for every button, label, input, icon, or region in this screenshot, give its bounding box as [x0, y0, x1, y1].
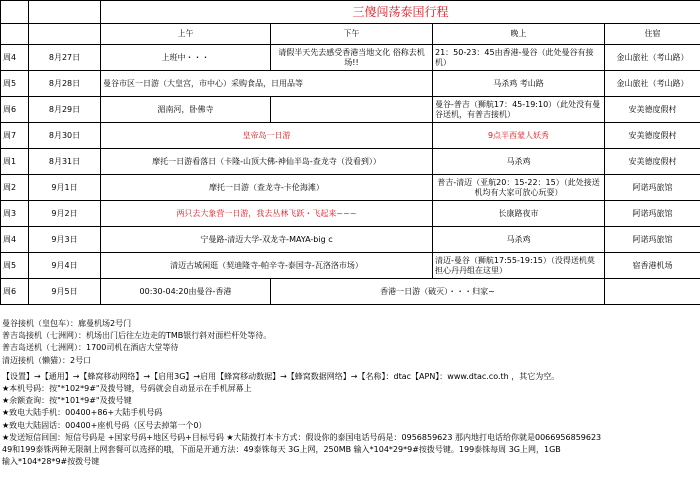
stay-cell: 宿香港机场 — [605, 253, 700, 279]
sim-note: ★余额查询：按"*101*9#"及拨号键 — [2, 396, 132, 406]
date-cell: 9月5日 — [29, 279, 101, 305]
day-activity-cell: 清迈古城闲逛（契迪隆寺-帕辛寺-泰国寺-瓦洛洛市场） — [101, 253, 433, 279]
date-cell: 9月3日 — [29, 227, 101, 253]
evening-cell: 马杀鸡 — [433, 227, 605, 253]
table-row — [1, 71, 700, 97]
sim-note: ★本机号码：按"*102*9#"及拨号键，号码就会自动显示在手机屏幕上 — [2, 384, 252, 394]
date-cell: 8月28日 — [29, 71, 101, 97]
evening-cell: 普吉-清迈（亚航20：15-22：15）（此处接送机均有大家可放心玩耍） — [433, 175, 605, 201]
table-row — [1, 279, 700, 305]
itinerary-title: 三傻闯荡泰国行程 — [101, 1, 700, 24]
morning-cell: 湄南河，卧佛寺 — [101, 97, 271, 123]
table-row — [1, 253, 700, 279]
date-cell: 9月2日 — [29, 201, 101, 227]
stay-cell: 金山旅社（考山路） — [605, 71, 700, 97]
evening-cell: 马杀鸡 考山路 — [433, 71, 605, 97]
weekday-cell: 周3 — [1, 201, 29, 227]
weekday-cell: 周6 — [1, 279, 29, 305]
sim-note: ★发送短信回国：短信号码是 +国家号码+地区号码+目标号码 ★大陆拨打本卡方式：假设你的泰国电话号码是：0956859623 那内地打电话给你就是0066956859623 — [2, 432, 602, 442]
evening-cell: 9点半西蒙人妖秀 — [433, 123, 605, 149]
sim-note: ★致电大陆固话：00400+座机号码（区号去掉第一个0） — [2, 420, 207, 430]
table-row — [1, 201, 700, 227]
sim-note: 【设置】→【通用】→【蜂窝移动网络】→【启用3G】→启用【蜂窝移动数据】→【蜂窝数据网络】→【名称】：dtac【APN】：www.dtac.co.th ，其它为空。 — [2, 371, 560, 381]
date-cell: 8月30日 — [29, 123, 101, 149]
afternoon-evening-cell: 香港一日游（破灭）・・・归家~ — [271, 279, 605, 305]
weekday-cell: 周5 — [1, 253, 29, 279]
day-activity-cell: 皇帝岛一日游 — [101, 123, 433, 149]
transfer-note: 曼谷接机（皇包车）：廊曼机场2号门 — [2, 319, 132, 328]
date-cell: 9月4日 — [29, 253, 101, 279]
day-activity-cell: 宁曼路-清迈大学-双龙寺-MAYA-big c — [101, 227, 433, 253]
morning-cell: 上班中・・・ — [101, 45, 271, 71]
stay-cell: 安美德度假村 — [605, 97, 700, 123]
sim-note: ★致电大陆手机：00400+86+大陆手机号码 — [2, 408, 163, 418]
sim-note: 输入*104*28*9#按拨号键 — [2, 457, 100, 467]
notes-section — [2, 318, 698, 468]
table-row — [1, 175, 700, 201]
date-cell: 9月1日 — [29, 175, 101, 201]
sim-note: 49和199泰铢两种无限制上网套餐可以选择的哦，下面是开通方法：49泰铢每天 3G上网，250MB 输入*104*29*9#按拨号键。199泰铢每周 3G上网，1GB — [2, 445, 561, 455]
table-row — [1, 45, 700, 71]
table-row — [1, 149, 700, 175]
weekday-cell: 周7 — [1, 123, 29, 149]
stay-cell: 阿诺玛旅馆 — [605, 227, 700, 253]
afternoon-cell: 请假半天先去感受香港当地文化 俗称去机场!! — [271, 45, 433, 71]
weekday-cell: 周4 — [1, 227, 29, 253]
weekday-cell: 周6 — [1, 97, 29, 123]
header-evening: 晚上 — [433, 24, 605, 45]
day-activity-cell: 曼谷市区一日游（大皇宫，市中心）采购食品，日用品等 — [101, 71, 433, 97]
transfer-note: 普吉岛送机（七洲网）：1700司机在酒店大堂等待 — [2, 343, 179, 353]
stay-cell — [605, 279, 700, 305]
table-row — [1, 97, 700, 123]
weekday-cell: 周1 — [1, 149, 29, 175]
day-activity-cell: 摩托一日游看落日（卡隆-山顶大佛-神仙半岛-查龙寺（没看到）） — [101, 149, 433, 175]
evening-cell: 马杀鸡 — [433, 149, 605, 175]
evening-cell: 清迈-曼谷（狮航17:55-19:15）（没得送机莫担心丹丹组在这里） — [433, 253, 605, 279]
evening-cell: 长康路夜市 — [433, 201, 605, 227]
day-activity-cell: 两只去大象营一日游，我去丛林飞跃・飞起来~~~ — [101, 201, 433, 227]
stay-cell: 阿诺玛旅馆 — [605, 201, 700, 227]
stay-cell: 金山旅社（考山路） — [605, 45, 700, 71]
stay-cell: 阿诺玛旅馆 — [605, 175, 700, 201]
stay-cell: 安美德度假村 — [605, 149, 700, 175]
date-cell: 8月31日 — [29, 149, 101, 175]
afternoon-cell — [271, 97, 433, 123]
date-cell: 8月27日 — [29, 45, 101, 71]
evening-cell: 21：50-23：45由香港-曼谷（此处曼谷有接机） — [433, 45, 605, 71]
transfer-note: 普吉岛接机（七洲网）：机场出门后往左边走的TMB银行斜对面栏杆处等待。 — [2, 331, 272, 341]
header-afternoon: 下午 — [271, 24, 433, 45]
date-cell: 8月29日 — [29, 97, 101, 123]
weekday-cell: 周2 — [1, 175, 29, 201]
weekday-cell: 周5 — [1, 71, 29, 97]
table-row — [1, 227, 700, 253]
header-stay: 住宿 — [605, 24, 700, 45]
header-morning: 上午 — [101, 24, 271, 45]
day-activity-cell: 摩托一日游（查龙寺-卡伦海滩） — [101, 175, 433, 201]
stay-cell: 安美德度假村 — [605, 123, 700, 149]
title-row — [1, 1, 700, 24]
morning-cell: 00:30-04:20由曼谷-香港 — [101, 279, 271, 305]
weekday-cell: 周4 — [1, 45, 29, 71]
transfer-note: 清迈接机（懒猫）：2号口 — [2, 355, 92, 365]
header-row — [1, 24, 700, 45]
table-row — [1, 123, 700, 149]
evening-cell: 曼谷-普吉（狮航17：45-19:10）（此处没有曼谷送机，有普吉接机） — [433, 97, 605, 123]
